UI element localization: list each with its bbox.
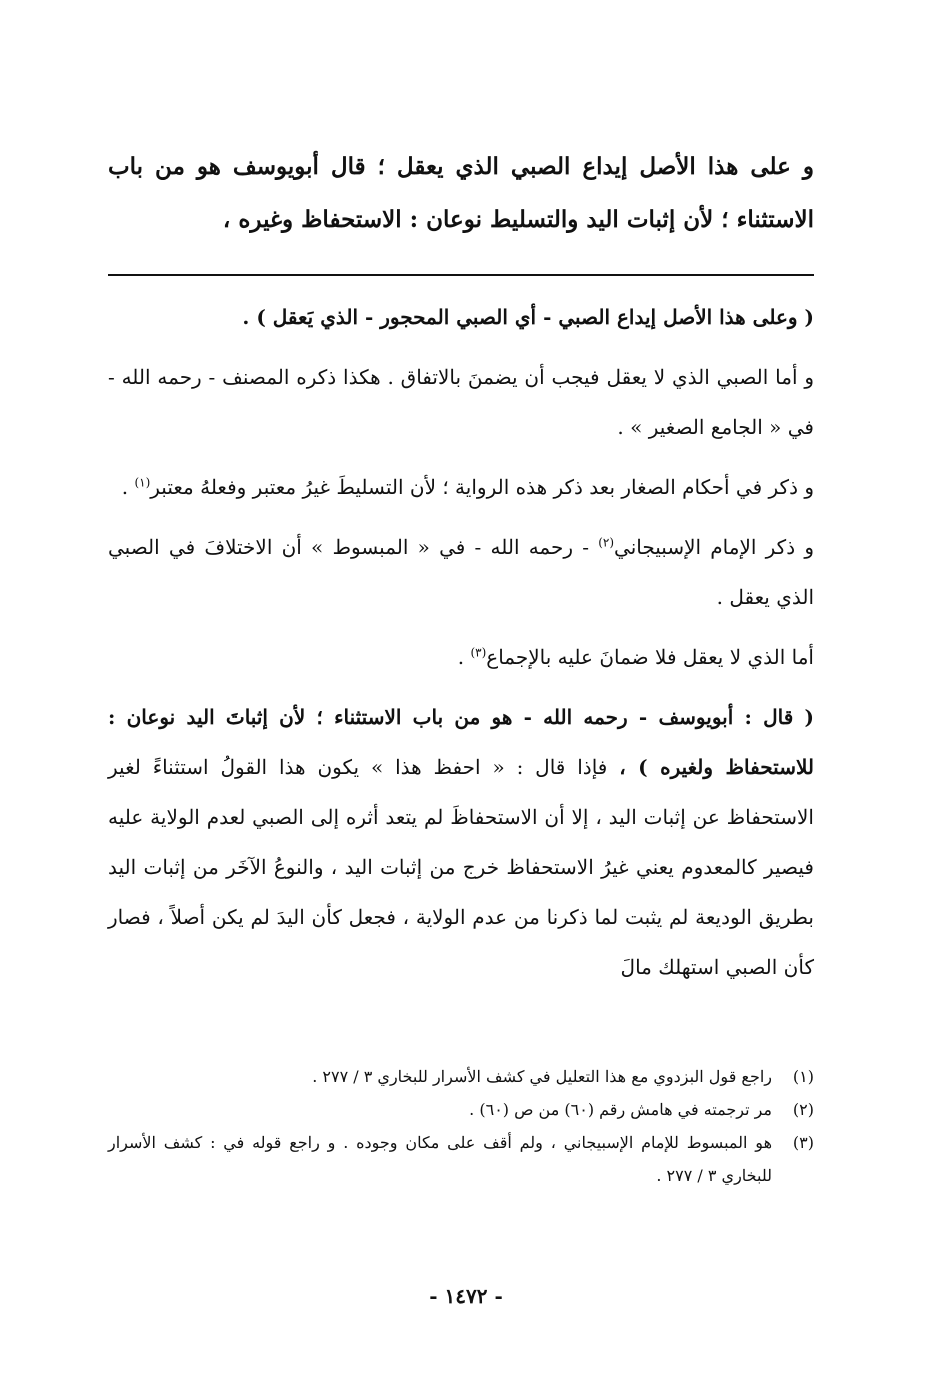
- paragraph-text: و أما الصبي الذي لا يعقل فيجب أن يضمنَ بالاتفاق . هكذا ذكره المصنف - رحمه الله - في « الجامع الصغير » .: [108, 365, 814, 439]
- commentary-paragraph-5: [108, 632, 814, 682]
- footnote-ref-2[interactable]: (٢): [598, 535, 615, 550]
- footnote-1: [108, 1060, 814, 1093]
- footnote-text: مر ترجمته في هامش رقم (٦٠) من ص (٦٠) .: [469, 1100, 772, 1119]
- paragraph-text-end: - رحمه الله - في « المبسوط » أن الاختلافَ في الصبي الذي يعقل .: [108, 535, 814, 609]
- footnote-2: [108, 1093, 814, 1126]
- quoted-matn: ( قال : أبويوسف - رحمه الله - هو من باب الاستثناء ؛ لأن إثباتَ اليد نوعان : للاستحفاظ ولغيره ) ،: [108, 705, 814, 779]
- footnotes-section: [108, 1060, 814, 1192]
- paragraph-text: و ذكر الإمام الإسبيجاني: [614, 535, 814, 559]
- commentary-paragraph-1: [108, 292, 814, 342]
- footnote-number: (٢): [792, 1100, 814, 1119]
- matn-text-block: [108, 140, 814, 246]
- commentary-paragraph-6: [108, 692, 814, 992]
- footnote-text: راجع قول البزدوي مع هذا التعليل في كشف الأسرار للبخاري ٣ / ٢٧٧ .: [312, 1067, 772, 1086]
- paragraph-text-end: .: [457, 645, 471, 669]
- commentary-paragraph-4: [108, 522, 814, 622]
- separator-rule: [108, 274, 814, 276]
- footnote-number: (٣): [792, 1133, 814, 1152]
- matn-text: و على هذا الأصل إيداع الصبي الذي يعقل ؛ قال أبويوسف هو من باب الاستثناء ؛ لأن إثبات اليد والتسليط نوعان : الاستحفاظ وغيره ،: [108, 153, 814, 233]
- commentary-paragraph-3: [108, 462, 814, 512]
- paragraph-text: و ذكر في أحكام الصغار بعد ذكر هذه الرواية ؛ لأن التسليطَ غيرُ معتبر وفعلهُ معتبر: [150, 475, 814, 499]
- footnote-text: هو المبسوط للإمام الإسبيجاني ، ولم أقف على مكان وجوده . و راجع قوله في : كشف الأسرار للبخاري ٣ / ٢٧٧ .: [108, 1133, 773, 1185]
- commentary-paragraph-2: [108, 352, 814, 452]
- footnote-number: (١): [792, 1067, 814, 1086]
- paragraph-text-end: .: [121, 475, 135, 499]
- paragraph-text: فإذا قال : « احفظ هذا » يكون هذا القولُ استثناءً لغير الاستحفاظ عن إثبات اليد ، إلا أن الاستحفاظَ لم يتعد أثره إلى الصبي لعدم الولاية عليه فيصير كالمعدوم يعني غيرُ الاستحفاظ خرج من إثبات اليد ، والنوعُ الآخَر من إثبات اليد بطريق الوديعة لم يثبت لما ذكرنا من عدم الولاية ، فجعل كأن اليدَ لم يكن أصلاً ، فصار كأن الصبي استهلك مالَ: [108, 755, 814, 979]
- quoted-matn: ( وعلى هذا الأصل إيداع الصبي - أي الصبي المحجور - الذي يَعقل ) .: [242, 305, 814, 329]
- footnote-ref-1[interactable]: (١): [134, 475, 151, 490]
- footnote-3: [108, 1126, 814, 1192]
- paragraph-text: أما الذي لا يعقل فلا ضمانَ عليه بالإجماع: [486, 645, 814, 669]
- footnote-ref-3[interactable]: (٣): [470, 645, 487, 660]
- page-number: - ١٤٧٢ -: [429, 1284, 503, 1308]
- commentary-block: [108, 292, 814, 992]
